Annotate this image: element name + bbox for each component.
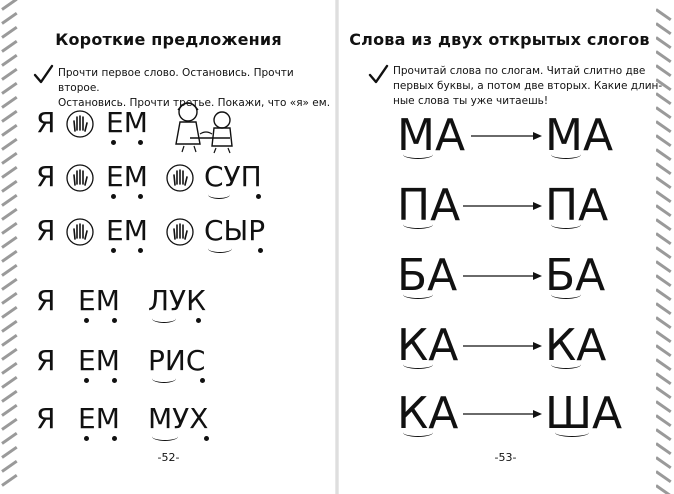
- instruction-line: ные слова ты уже читаешь!: [393, 95, 549, 107]
- left-page-title: Короткие предложения: [55, 30, 282, 49]
- margin-stripe: [1, 404, 17, 417]
- arrow-icon: [471, 131, 543, 141]
- margin-stripe: [656, 50, 672, 63]
- syllable-right: БА: [545, 250, 606, 301]
- margin-stripe: [656, 302, 672, 315]
- margin-stripe: [656, 386, 672, 399]
- syllable-dot: [200, 378, 205, 383]
- syllable-dot: [111, 248, 116, 253]
- margin-stripe: [656, 176, 672, 189]
- margin-stripe: [1, 12, 17, 25]
- syllable-arc: [551, 150, 581, 159]
- margin-stripe: [1, 376, 17, 389]
- syllable-arc: [551, 360, 581, 369]
- margin-stripe: [656, 190, 672, 203]
- syllable-dot: [138, 140, 143, 145]
- syllable-dot: [84, 378, 89, 383]
- syllable-dot: [111, 194, 116, 199]
- margin-stripe: [1, 0, 17, 11]
- left-margin-stripes: [0, 0, 18, 494]
- right-page: [337, 0, 674, 494]
- margin-stripe: [656, 358, 672, 371]
- margin-stripe: [1, 278, 17, 291]
- margin-stripe: [656, 8, 672, 21]
- syllable-dot: [111, 140, 116, 145]
- margin-stripe: [656, 288, 672, 301]
- syllable-left: БА: [397, 250, 458, 301]
- syllable-dot: [112, 436, 117, 441]
- syllable-dot: [112, 378, 117, 383]
- syllable-right: ША: [545, 388, 623, 439]
- margin-stripe: [1, 222, 17, 235]
- instruction-line: Остановись. Прочти третье. Покажи, что «я» ем.: [58, 97, 331, 109]
- margin-stripe: [1, 334, 17, 347]
- margin-stripe: [656, 260, 672, 273]
- margin-stripe: [1, 82, 17, 95]
- syllable-arc: [403, 428, 433, 437]
- syllable-arc: [403, 360, 433, 369]
- instruction-line: Прочитай слова по слогам. Читай слитно две: [393, 65, 646, 77]
- margin-stripe: [1, 68, 17, 81]
- margin-stripe: [1, 348, 17, 361]
- hand-icon: [65, 163, 95, 193]
- hand-icon: [165, 217, 195, 247]
- word-ya: Я: [36, 402, 56, 435]
- syllable-dot: [196, 318, 201, 323]
- page-number: -53-: [494, 451, 517, 464]
- syllable-arc: [403, 150, 433, 159]
- arrow-icon: [463, 201, 543, 211]
- margin-stripe: [656, 274, 672, 287]
- syllable-arc: [152, 314, 176, 323]
- margin-stripe: [656, 316, 672, 329]
- syllable-arc: [403, 290, 433, 299]
- word-mukh: МУХ: [148, 402, 209, 435]
- syllable-left: КА: [397, 388, 459, 439]
- checkmark-icon: [367, 64, 389, 86]
- margin-stripe: [1, 418, 17, 431]
- syllable-arc: [152, 374, 176, 383]
- syllable-dot: [84, 436, 89, 441]
- margin-stripe: [656, 162, 672, 175]
- word-luk: ЛУК: [148, 284, 206, 317]
- margin-stripe: [656, 428, 672, 441]
- margin-stripe: [1, 390, 17, 403]
- hand-icon: [165, 163, 195, 193]
- syllable-dot: [138, 248, 143, 253]
- margin-stripe: [1, 250, 17, 263]
- word-syr: СЫР: [204, 214, 266, 247]
- margin-stripe: [656, 134, 672, 147]
- word-ya: Я: [36, 284, 56, 317]
- syllable-dot: [112, 318, 117, 323]
- children-eating-illustration: [170, 98, 240, 154]
- margin-stripe: [1, 264, 17, 277]
- margin-stripe: [656, 148, 672, 161]
- syllable-arc: [551, 290, 581, 299]
- margin-stripe: [656, 484, 672, 494]
- margin-stripe: [1, 180, 17, 193]
- margin-stripe: [1, 124, 17, 137]
- margin-stripe: [656, 330, 672, 343]
- instruction-line: Прочти первое слово. Остановись. Прочти второе.: [58, 67, 294, 94]
- margin-stripe: [1, 96, 17, 109]
- margin-stripe: [656, 246, 672, 259]
- arrow-icon: [463, 271, 543, 281]
- margin-stripe: [1, 362, 17, 375]
- syllable-arc: [208, 244, 232, 253]
- margin-stripe: [656, 372, 672, 385]
- syllable-arc: [152, 432, 178, 441]
- word-em: ЕМ: [78, 284, 120, 317]
- syllable-arc: [551, 220, 581, 229]
- syllable-dot: [258, 248, 263, 253]
- margin-stripe: [1, 208, 17, 221]
- syllable-arc: [208, 190, 230, 199]
- margin-stripe: [1, 138, 17, 151]
- margin-stripe: [1, 54, 17, 67]
- margin-stripe: [656, 470, 672, 483]
- word-em: ЕМ: [106, 214, 148, 247]
- word-em: ЕМ: [106, 160, 148, 193]
- hand-icon: [65, 217, 95, 247]
- word-ya: Я: [36, 214, 56, 247]
- margin-stripe: [656, 218, 672, 231]
- syllable-dot: [138, 194, 143, 199]
- syllable-dot: [84, 318, 89, 323]
- margin-stripe: [656, 344, 672, 357]
- syllable-dot: [256, 194, 261, 199]
- instruction-line: первых буквы, а потом две вторых. Какие длин-: [393, 80, 663, 92]
- margin-stripe: [1, 474, 17, 487]
- syllable-left: КА: [397, 320, 459, 371]
- page-number: -52-: [157, 451, 180, 464]
- margin-stripe: [656, 400, 672, 413]
- word-sup: СУП: [204, 160, 262, 193]
- margin-stripe: [1, 292, 17, 305]
- syllable-right: ПА: [545, 180, 609, 231]
- word-ya: Я: [36, 106, 56, 139]
- margin-stripe: [656, 204, 672, 217]
- margin-stripe: [1, 306, 17, 319]
- margin-stripe: [656, 120, 672, 133]
- margin-stripe: [1, 320, 17, 333]
- word-em: ЕМ: [78, 344, 120, 377]
- word-em: ЕМ: [78, 402, 120, 435]
- right-page-title: Слова из двух открытых слогов: [349, 30, 650, 49]
- syllable-right: КА: [545, 320, 607, 371]
- checkmark-icon: [32, 64, 54, 86]
- margin-stripe: [656, 232, 672, 245]
- syllable-arc: [555, 428, 589, 437]
- word-ya: Я: [36, 344, 56, 377]
- arrow-icon: [463, 409, 543, 419]
- margin-stripe: [1, 166, 17, 179]
- margin-stripe: [1, 236, 17, 249]
- syllable-right: МА: [545, 110, 614, 161]
- margin-stripe: [1, 110, 17, 123]
- syllable-arc: [403, 220, 433, 229]
- margin-stripe: [656, 414, 672, 427]
- syllable-left: МА: [397, 110, 466, 161]
- margin-stripe: [1, 152, 17, 165]
- arrow-icon: [463, 341, 543, 351]
- margin-stripe: [1, 194, 17, 207]
- word-ya: Я: [36, 160, 56, 193]
- margin-stripe: [1, 432, 17, 445]
- syllable-left: ПА: [397, 180, 461, 231]
- right-instructions: [393, 64, 662, 109]
- syllable-dot: [204, 436, 209, 441]
- word-ris: РИС: [148, 344, 206, 377]
- hand-icon: [65, 109, 95, 139]
- word-em: ЕМ: [106, 106, 148, 139]
